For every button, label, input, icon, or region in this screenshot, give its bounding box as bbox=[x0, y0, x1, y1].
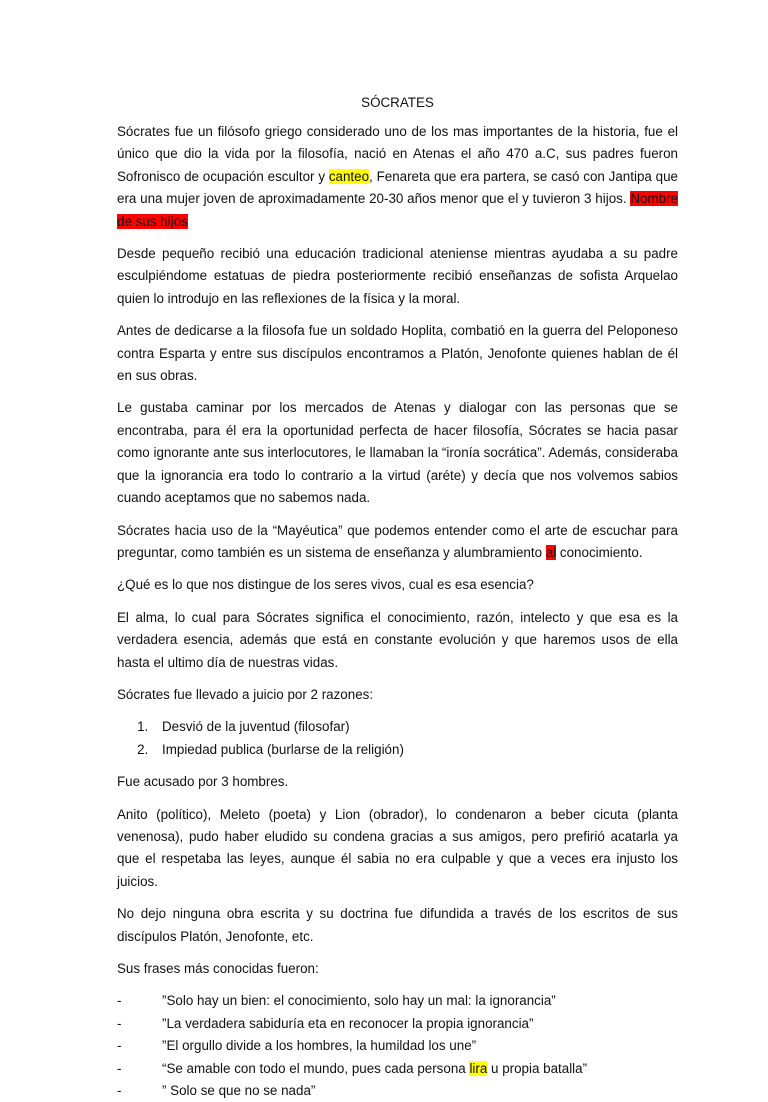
quote-text: ” Solo se que no se nada” bbox=[162, 1083, 316, 1099]
list-item bbox=[117, 1080, 678, 1102]
paragraph-soldier: Antes de dedicarse a la filosofa fue un soldado Hoplita, combatió en la guerra del Peloponeso contra Esparta y entre sus discípulos encontramos a Platón, Jenofonte quienes hablan de él en sus obras. bbox=[117, 323, 678, 384]
highlight-lira: lira bbox=[469, 1060, 488, 1076]
quote-text: ”Solo hay un bien: el conocimiento, solo hay un mal: la ignorancia” bbox=[162, 993, 556, 1009]
quotes-list bbox=[117, 990, 678, 1102]
list-dash: - bbox=[117, 993, 122, 1009]
paragraph-accusers: Fue acusado por 3 hombres. bbox=[117, 774, 289, 790]
paragraph-condemnation: Anito (político), Meleto (poeta) y Lion (obrador), lo condenaron a beber cicuta (planta venenosa), pudo haber eludido su condena gracias a sus amigos, pero prefirió acatarla ya que el respetaba las leyes, aunque él sabia no era culpable y que a veces era injusto los juicios. bbox=[117, 806, 678, 889]
quote-text-b: u propia batalla” bbox=[487, 1060, 588, 1076]
paragraph-legacy: No dejo ninguna obra escrita y su doctrina fue difundida a través de los escritos de sus discípulos Platón, Jenofonte, etc. bbox=[117, 906, 678, 944]
highlight-note-children: Nombre de sus hijos bbox=[117, 191, 678, 229]
document-title: SÓCRATES bbox=[361, 95, 434, 110]
list-item: 1. Desvió de la juventud (filosofar) bbox=[152, 716, 678, 738]
paragraph-trial: Sócrates fue llevado a juicio por 2 razones: bbox=[117, 686, 374, 702]
list-item bbox=[117, 990, 678, 1012]
paragraph-quotes-intro: Sus frases más conocidas fueron: bbox=[117, 961, 319, 976]
trial-reasons-list bbox=[117, 716, 678, 761]
quote-text-a: “Se amable con todo el mundo, pues cada persona bbox=[162, 1060, 470, 1076]
list-dash: - bbox=[117, 1060, 122, 1076]
highlight-canteo: canteo bbox=[328, 168, 370, 184]
list-dash: - bbox=[117, 1083, 122, 1099]
paragraph-education: Desde pequeño recibió una educación tradicional ateniense mientras ayudaba a su padre esculpiéndome estatuas de piedra posteriormente recibió enseñanzas de sofista Arquelao quien lo introdujo en las reflexiones de la física y la moral. bbox=[117, 246, 678, 306]
list-item bbox=[117, 1013, 678, 1035]
list-dash: - bbox=[117, 1015, 122, 1031]
paragraph-mayeutica-text-b: conocimiento. bbox=[556, 544, 643, 560]
paragraph-irony: Le gustaba caminar por los mercados de Atenas y dialogar con las personas que se encontraba, para él era la oportunidad perfecta de hacer filosofía, Sócrates se hacia pasar como ignorante ante sus interlocutores, le llamaban la “ironía socrática”. Además, consideraba que la ignorancia era todo lo contrario a la virtud (aréte) y decía que nos volvemos sabios cuando aceptamos que no sabemos nada. bbox=[117, 400, 678, 506]
list-dash: - bbox=[117, 1038, 122, 1054]
highlight-al: al bbox=[545, 544, 557, 560]
paragraph-intro bbox=[117, 121, 678, 233]
list-item: 2. Impiedad publica (burlarse de la religión) bbox=[152, 739, 678, 761]
paragraph-mayeutica bbox=[117, 520, 678, 565]
paragraph-soul: El alma, lo cual para Sócrates significa el conocimiento, razón, intelecto y que esa es la verdadera esencia, además que está en constante evolución y que haremos usos de ella hasta el ultimo día de nuestras vidas. bbox=[117, 609, 678, 670]
paragraph-question: ¿Qué es lo que nos distingue de los seres vivos, cual es esa esencia? bbox=[117, 577, 534, 593]
paragraph-mayeutica-text-a: Sócrates hacia uso de la “Mayéutica” que podemos entender como el arte de escuchar para preguntar, como también es un sistema de enseñanza y alumbramiento bbox=[117, 522, 678, 560]
quote-text: ”La verdadera sabiduría eta en reconocer la propia ignorancia” bbox=[162, 1015, 534, 1031]
paragraph-intro-text-a: Sócrates fue un filósofo griego considerado uno de los mas importantes de la historia, fue el único que dio la vida por la filosofía, nació en Atenas el año 470 a.C, sus padres fueron Sofronisco de ocupación escultor y bbox=[117, 124, 678, 184]
list-item bbox=[117, 1058, 678, 1080]
list-item bbox=[117, 1035, 678, 1057]
quote-text: ”El orgullo divide a los hombres, la humildad los une” bbox=[162, 1038, 477, 1054]
paragraph-intro-text-b: , Fenareta que era partera, se casó con Jantipa que era una mujer joven de aproximadamente 20-30 años menor que el y tuvieron 3 hijos. bbox=[117, 168, 678, 207]
